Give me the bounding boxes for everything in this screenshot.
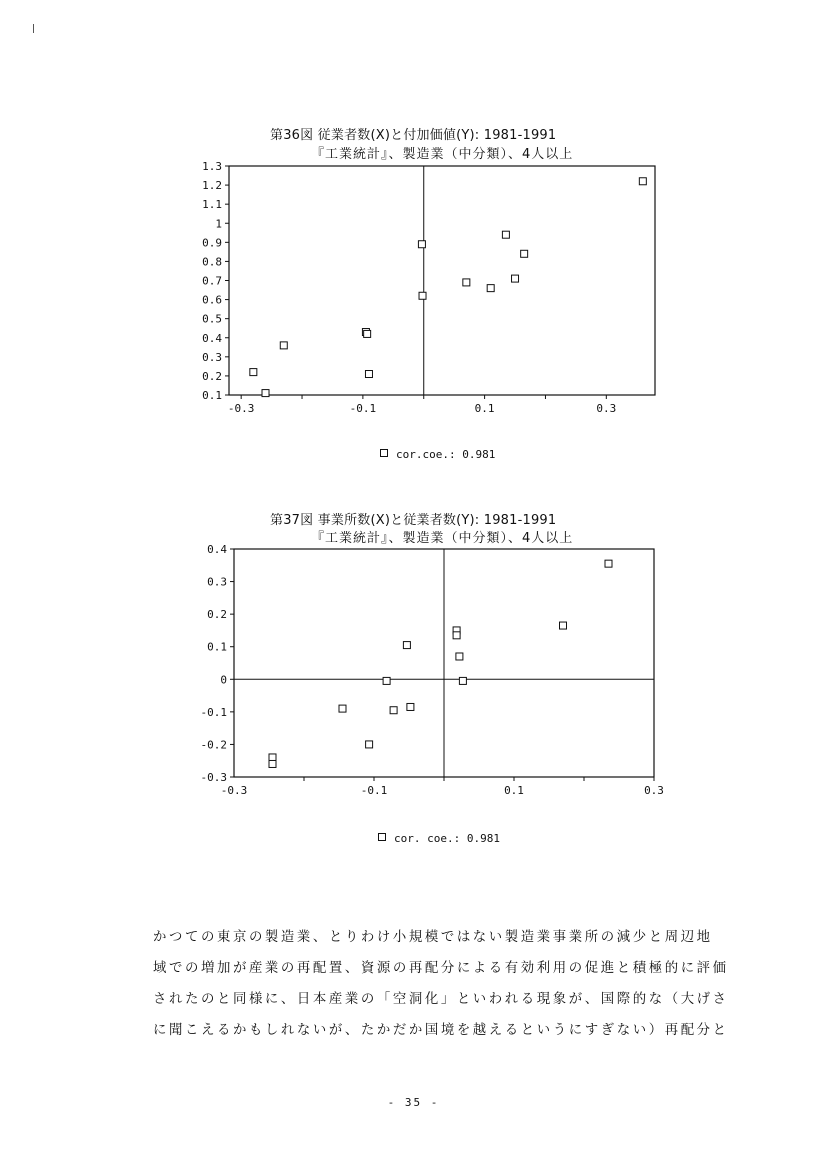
figure-37-legend-label: cor. coe.: 0.981 bbox=[394, 832, 500, 845]
x-tick-label: 0.1 bbox=[504, 784, 524, 797]
figure-37-title: 第37図 事業所数(X)と従業者数(Y): 1981-1991 bbox=[270, 513, 557, 528]
data-point bbox=[403, 642, 410, 649]
page-number: - 35 - bbox=[387, 1096, 440, 1109]
y-tick-label: 0.8 bbox=[202, 255, 222, 269]
y-tick-label: 0.3 bbox=[207, 575, 227, 589]
y-tick-label: -0.2 bbox=[200, 738, 227, 752]
figure-36-subtitle: 『工業統計』、製造業（中分類）、4人以上 bbox=[311, 147, 574, 162]
x-tick-label: -0.3 bbox=[227, 402, 255, 415]
y-tick-label: 0.2 bbox=[202, 369, 222, 383]
paragraph-line: に聞こえるかもしれないが、たかだか国境を越えるというにすぎない）再配分と bbox=[153, 1023, 729, 1038]
data-point bbox=[605, 560, 612, 567]
y-tick-label: 0.6 bbox=[202, 293, 222, 307]
paragraph-line: 域での増加が産業の再配置、資源の再配分による有効利用の促進と積極的に評価 bbox=[153, 961, 729, 976]
figure-37-subtitle: 『工業統計』、製造業（中分類）、4人以上 bbox=[311, 531, 574, 546]
y-tick-label: 0.4 bbox=[202, 331, 222, 345]
data-point bbox=[390, 707, 397, 714]
paragraph-line: かつての東京の製造業、とりわけ小規模ではない製造業事業所の減少と周辺地 bbox=[153, 930, 713, 945]
figure-37-legend bbox=[378, 832, 500, 845]
data-point bbox=[383, 677, 390, 684]
y-tick-label: 0.1 bbox=[207, 640, 227, 654]
y-tick-label: 1.1 bbox=[202, 198, 222, 212]
y-tick-label: 0.2 bbox=[207, 608, 227, 622]
x-tick-label: 0.1 bbox=[474, 402, 495, 415]
paragraph-line: されたのと同様に、日本産業の「空洞化」といわれる現象が、国際的な（大げさ bbox=[153, 992, 729, 1007]
data-point bbox=[339, 705, 346, 712]
x-tick-label: -0.1 bbox=[360, 784, 388, 797]
data-point bbox=[453, 632, 460, 639]
legend-square-icon bbox=[378, 833, 386, 841]
x-tick-label: -0.1 bbox=[349, 402, 377, 415]
y-tick-label: 0.7 bbox=[202, 274, 222, 288]
y-tick-label: 1 bbox=[215, 217, 222, 231]
data-point bbox=[269, 760, 276, 767]
x-tick-label: -0.3 bbox=[220, 784, 248, 797]
figure-36-title: 第36図 従業者数(X)と付加価値(Y): 1981-1991 bbox=[270, 128, 557, 143]
y-tick-label: 0.9 bbox=[202, 236, 222, 250]
figure-36-legend-label: cor.coe.: 0.981 bbox=[396, 448, 496, 461]
y-tick-label: 0.4 bbox=[207, 543, 227, 556]
data-point bbox=[560, 622, 567, 629]
data-point bbox=[366, 741, 373, 748]
y-tick-label: 1.2 bbox=[202, 179, 222, 193]
x-tick-label: 0.3 bbox=[644, 784, 664, 797]
data-point bbox=[459, 677, 466, 684]
x-tick-label: 0.3 bbox=[596, 402, 617, 415]
data-point bbox=[407, 703, 414, 710]
y-tick-label: 0.5 bbox=[202, 312, 222, 326]
body-paragraph bbox=[153, 922, 743, 1046]
y-tick-label: 0.3 bbox=[202, 350, 222, 364]
y-tick-label: 0 bbox=[220, 673, 227, 687]
y-tick-label: 1.3 bbox=[202, 160, 222, 173]
y-tick-label: -0.1 bbox=[200, 705, 227, 719]
data-point bbox=[456, 653, 463, 660]
y-tick-label: -0.3 bbox=[200, 771, 227, 784]
y-tick-label: 0.1 bbox=[202, 389, 222, 402]
data-point bbox=[269, 754, 276, 761]
